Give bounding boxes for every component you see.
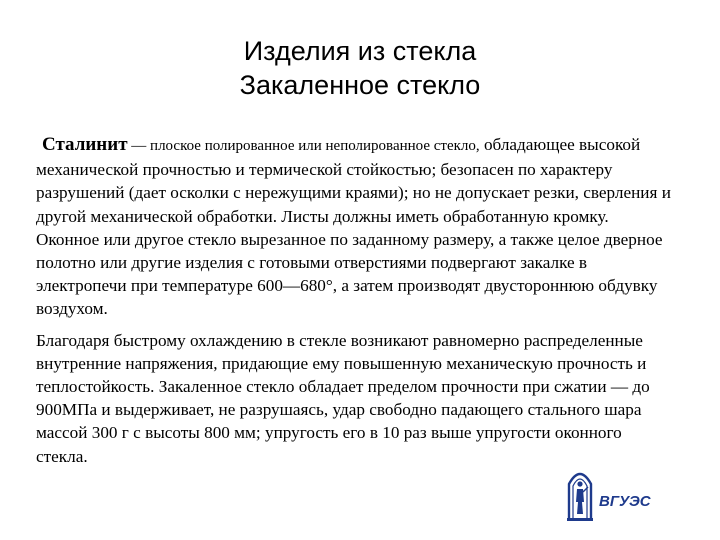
paragraph-1-text: обладающее высокой механической прочностью и термической стойкостью; безопасен по характеру разрушений (дает осколки с нережущими краями); но не допускает резки, сверления и другой механической обработки. Листы должны иметь обработанную кромку. Оконное или другое стекло вырезанное по заданному размеру, а также целое дверное полотно или другие изделия с готовыми отверстиями подвергают закалке в электропечи при температуре 600—680°, а затем производят двустороннюю обдувку воздухом.: [36, 135, 671, 319]
university-logo: [563, 462, 663, 524]
slide-body: [36, 133, 676, 468]
university-emblem-icon: [563, 462, 663, 524]
slide-title: [0, 34, 720, 102]
title-line-1: Изделия из стекла: [243, 36, 477, 66]
logo-text: ВГУЭС: [599, 493, 651, 510]
paragraph-1: [36, 133, 676, 321]
paragraph-2: Благодаря быстрому охлаждению в стекле возникают равномерно распределенные внутренние напряжения, придающие ему повышенную механическую прочность и теплостойкость. Закаленное стекло обладает пределом прочности при сжатии — до 900МПа и выдерживает, не разрушаясь, удар свободно падающего стального шара массой 300 г с высоты 800 мм; упругость его в 10 раз выше упругости оконного стекла.: [36, 330, 650, 466]
term-definition-start: — плоское полированное или неполированное стекло,: [127, 138, 480, 154]
term-stalinit: Сталинит: [42, 134, 128, 155]
title-line-2: Закаленное стекло: [239, 70, 481, 100]
